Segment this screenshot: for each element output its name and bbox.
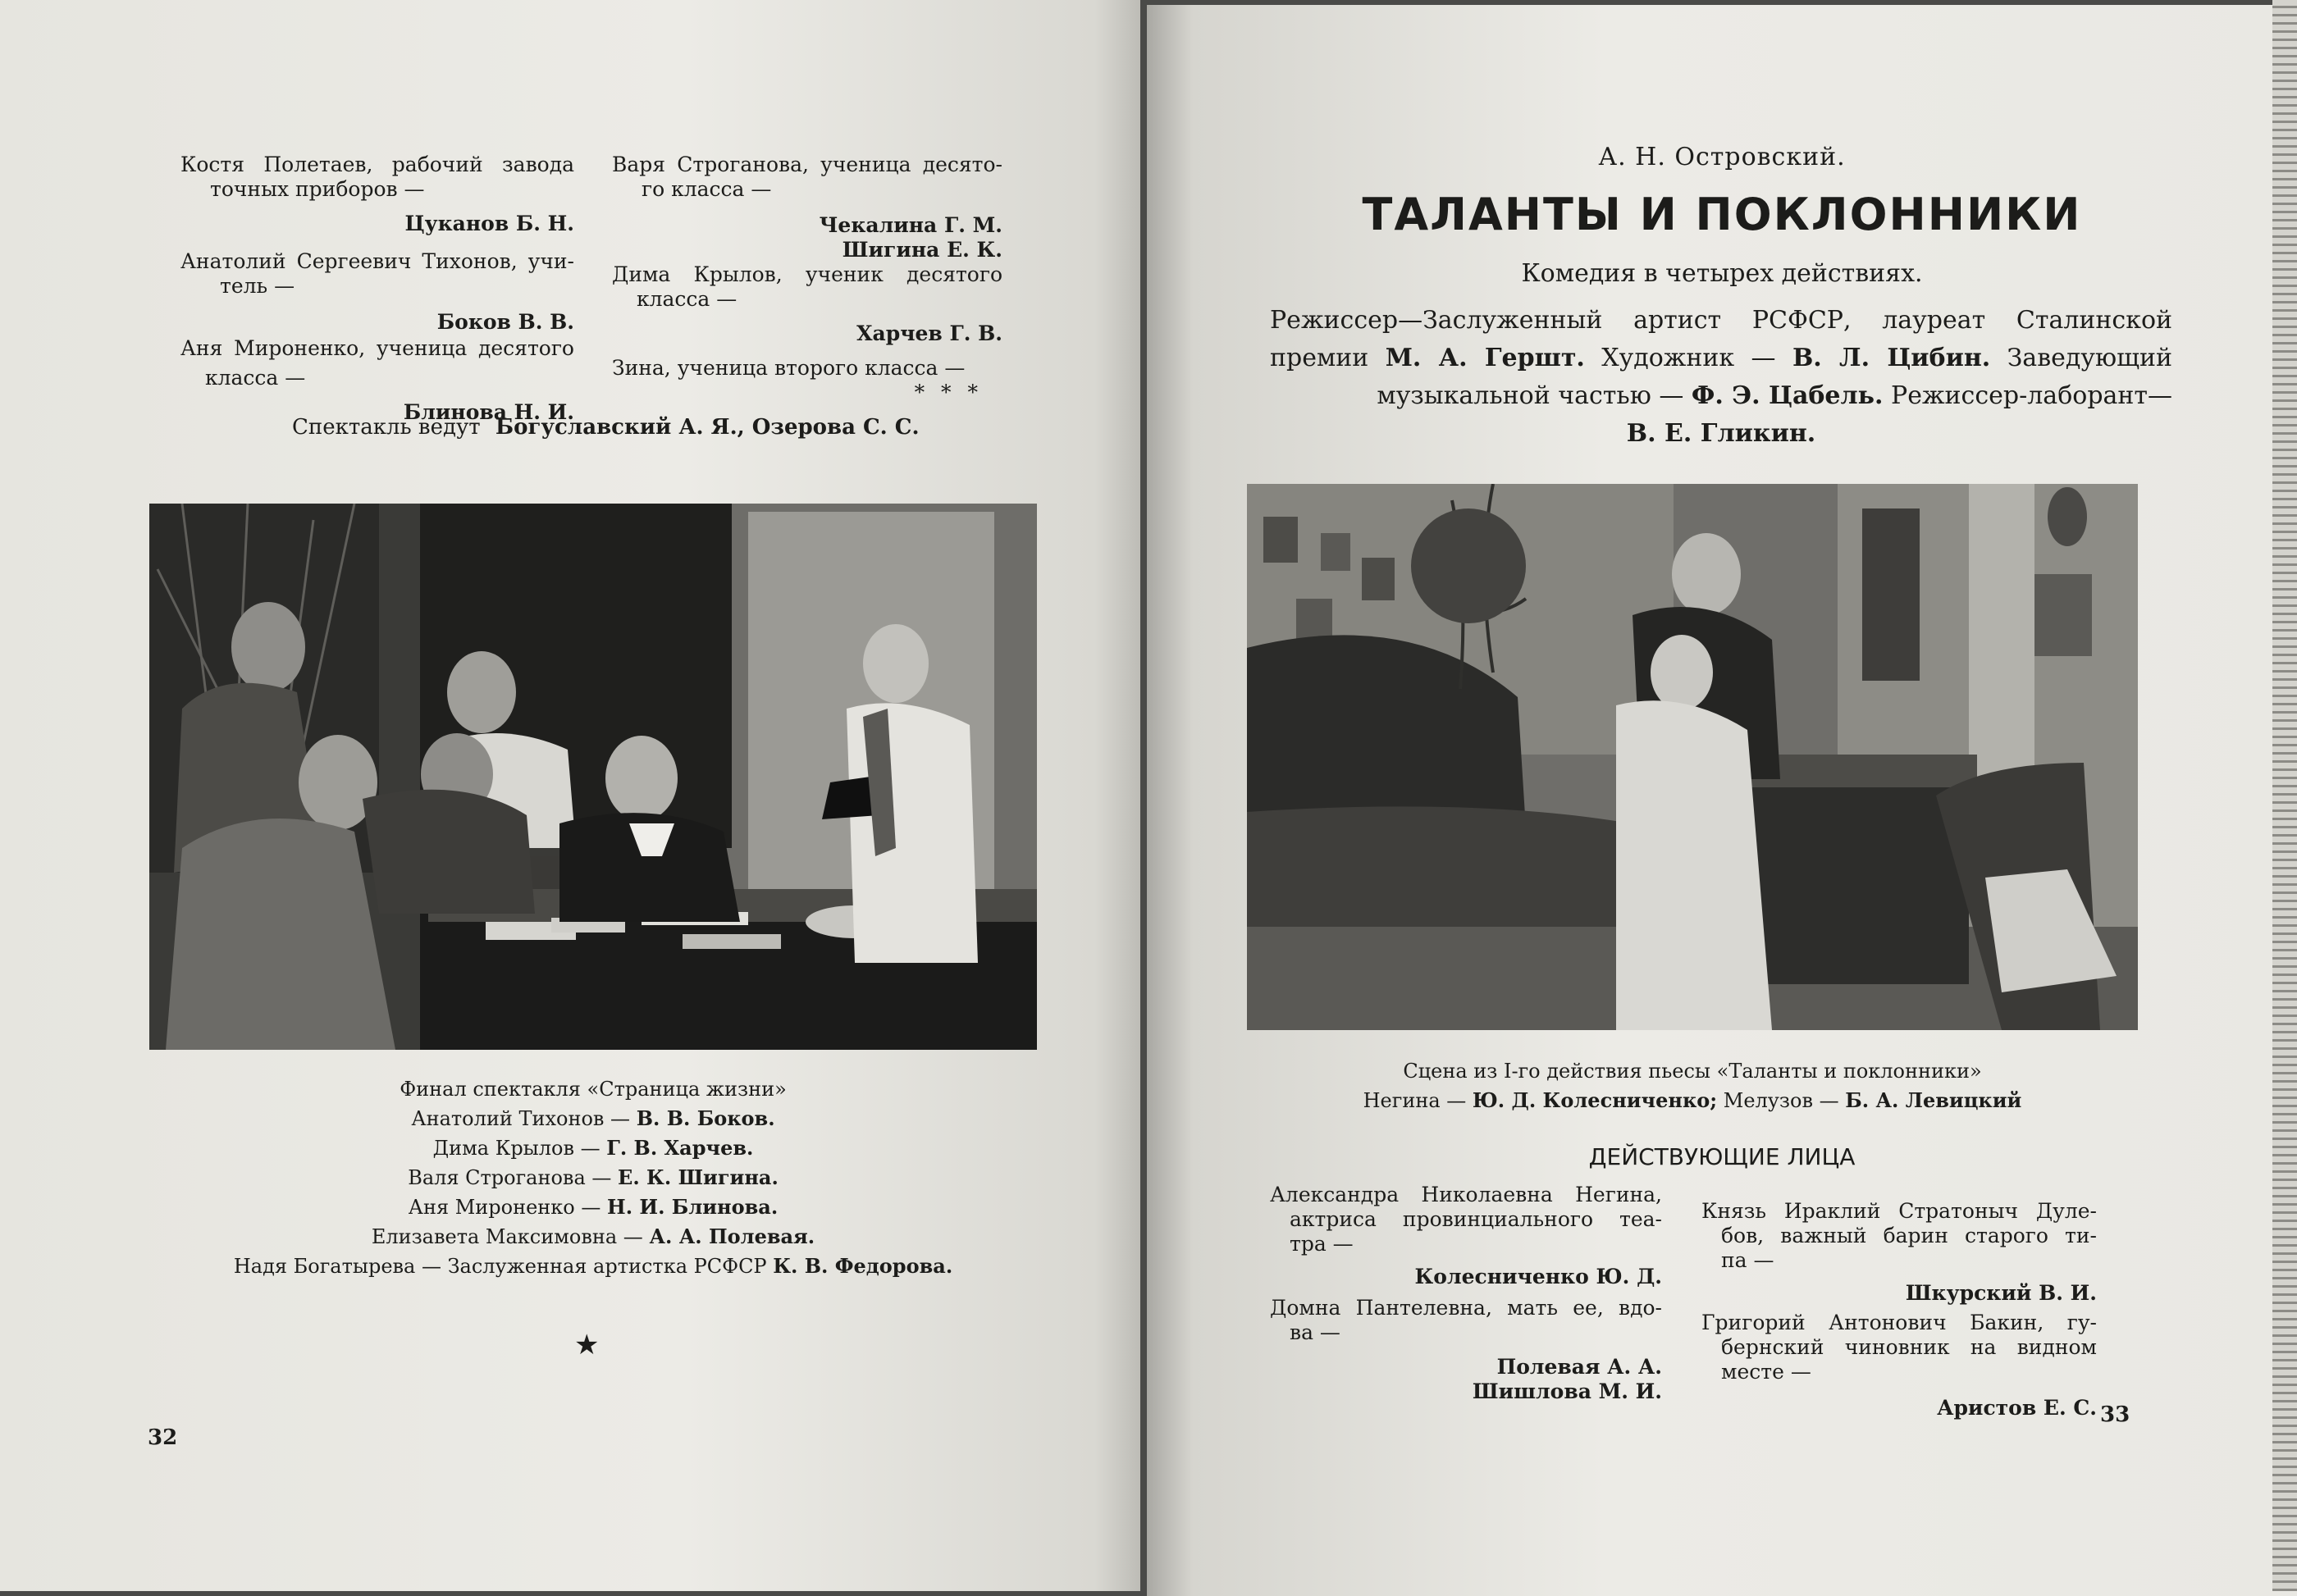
role-text: Зина, ученица второго класса — <box>612 356 966 380</box>
cast-column-right <box>612 153 1002 405</box>
caption-role: Валя Строганова — <box>408 1166 612 1189</box>
credits-text: музыкальной частью — <box>1377 381 1692 410</box>
cast-heading: ДЕЙСТВУЮЩИЕ ЛИЦА <box>1588 1143 1856 1170</box>
photo-scene-left <box>149 504 1037 1050</box>
cast-column-right <box>1701 1199 2097 1420</box>
right-page <box>1147 5 2297 1596</box>
role-text: точных приборов — <box>210 177 425 201</box>
stage-managers-line <box>292 415 920 440</box>
caption-line <box>148 1104 1039 1133</box>
caption-role: Елизавета Максимовна — <box>371 1225 643 1248</box>
actor-name: Боков В. В. <box>436 310 574 334</box>
caption-role: Надя Богатырева — Заслуженная артистка РСФСР <box>233 1255 767 1278</box>
role-text: Костя Полетаев, рабочий завода <box>180 153 574 176</box>
page-number-left: 32 <box>148 1425 178 1450</box>
credits-text: Заведующий <box>1990 344 2172 372</box>
caption-line <box>148 1163 1039 1192</box>
caption-line <box>148 1222 1039 1252</box>
credits-line <box>1270 302 2172 340</box>
role-text: Александра Николаевна Негина, <box>1270 1183 1662 1206</box>
role-text: актриса провинциального теа- <box>1290 1207 1662 1231</box>
page-edge <box>2272 0 2297 1591</box>
role-text: Анатолий Сергеевич Тихонов, учи- <box>180 249 574 273</box>
credits-line <box>1270 340 2172 377</box>
credits-name: В. Е. Гликин. <box>1626 419 1816 448</box>
actor-name: Колесниченко Ю. Д. <box>1414 1265 1662 1288</box>
caption-actor: Е. К. Шигина. <box>618 1165 779 1189</box>
author-name: А. Н. Островский. <box>1598 143 1846 171</box>
actor-name: Шишлова М. И. <box>1472 1379 1662 1403</box>
credits-name: В. Л. Цибин. <box>1792 344 1991 372</box>
role-text: класса — <box>637 287 738 311</box>
caption-role: Мелузов — <box>1717 1089 1846 1112</box>
credits-block <box>1270 302 2172 453</box>
caption-line <box>148 1133 1039 1163</box>
caption-line <box>148 1192 1039 1222</box>
credits-line <box>1270 415 2172 453</box>
cast-column-left <box>180 153 574 425</box>
role-text: тра — <box>1290 1232 1354 1256</box>
role-text: Григорий Антонович Бакин, гу- <box>1701 1311 2097 1334</box>
caption-actor: Н. И. Блинова. <box>607 1195 779 1219</box>
caption-line <box>148 1252 1039 1281</box>
role-text: Дима Крылов, ученик десятого <box>612 262 1002 286</box>
role-text: тель — <box>220 274 295 298</box>
credits-line <box>1270 377 2172 415</box>
actor-name: Шкурский В. И. <box>1905 1281 2097 1305</box>
role-text: Варя Строганова, ученица десято- <box>612 153 1002 176</box>
asterisks: * * * <box>914 381 983 404</box>
actor-name: Полевая А. А. <box>1496 1355 1662 1379</box>
stage-photo-right <box>1247 484 2138 1030</box>
page-number-right: 33 <box>2100 1402 2130 1427</box>
caption-role: Аня Мироненко — <box>408 1196 601 1219</box>
credits-name: М. А. Гершт. <box>1385 344 1585 372</box>
stage-managers-names: Богуславский А. Я., Озерова С. С. <box>495 415 920 440</box>
actor-name: Харчев Г. В. <box>856 321 1002 345</box>
caption-actor: Ю. Д. Колесниченко; <box>1472 1088 1718 1112</box>
role-text: бернский чиновник на видном <box>1721 1335 2097 1359</box>
actor-name: Цуканов Б. Н. <box>404 212 574 235</box>
role-text: го класса — <box>642 177 772 201</box>
photo-caption-right-line2 <box>1247 1086 2138 1115</box>
play-title: ТАЛАНТЫ И ПОКЛОННИКИ <box>1362 189 2082 240</box>
photo-caption-right-line1: Сцена из I-го действия пьесы «Таланты и поклонники» <box>1403 1060 1982 1083</box>
left-page <box>0 0 1140 1591</box>
role-text: па — <box>1721 1248 1774 1272</box>
caption-role: Негина — <box>1363 1089 1473 1112</box>
role-text: класса — <box>205 366 306 390</box>
caption-role: Анатолий Тихонов — <box>411 1107 631 1130</box>
credits-text: Художник — <box>1584 344 1792 372</box>
star-ornament: ★ <box>574 1329 600 1361</box>
caption-actor: В. В. Боков. <box>636 1106 775 1130</box>
credits-text: премии <box>1270 344 1369 372</box>
actor-name: Шигина Е. К. <box>842 238 1002 262</box>
stage-managers-label: Спектакль ведут <box>292 415 481 440</box>
caption-actor: К. В. Федорова. <box>773 1254 953 1278</box>
photo-caption-left <box>148 1074 1039 1281</box>
credits-text: Режиссер—Заслуженный артист РСФСР, лауреат Сталинской <box>1270 306 2172 335</box>
role-text: Домна Пантелевна, мать ее, вдо- <box>1270 1296 1662 1320</box>
play-subtitle: Комедия в четырех действиях. <box>1521 259 1923 288</box>
caption-actor: Б. А. Левицкий <box>1845 1088 2022 1112</box>
caption-actor: А. А. Полевая. <box>649 1224 815 1248</box>
caption-line <box>148 1074 1039 1104</box>
role-text: месте — <box>1721 1360 1811 1384</box>
photo-scene-right <box>1247 484 2138 1030</box>
actor-name: Аристов Е. С. <box>1937 1396 2097 1420</box>
caption-role: Дима Крылов — <box>432 1137 601 1160</box>
credits-text: Режиссер-лаборант— <box>1883 381 2172 410</box>
actor-name: Блинова Н. И. <box>403 400 574 424</box>
role-text: ва — <box>1290 1320 1340 1344</box>
role-text: Князь Ираклий Стратоныч Дуле- <box>1701 1199 2097 1223</box>
caption-actor: Г. В. Харчев. <box>606 1136 754 1160</box>
caption-text: Финал спектакля «Страница жизни» <box>400 1078 787 1101</box>
role-text: бов, важный барин старого ти- <box>1721 1224 2097 1247</box>
credits-name: Ф. Э. Цабель. <box>1691 381 1884 410</box>
cast-column-left <box>1270 1183 1662 1404</box>
role-text: Аня Мироненко, ученица десятого <box>180 336 574 360</box>
stage-photo-left <box>149 504 1037 1050</box>
actor-name: Чекалина Г. М. <box>819 213 1002 237</box>
